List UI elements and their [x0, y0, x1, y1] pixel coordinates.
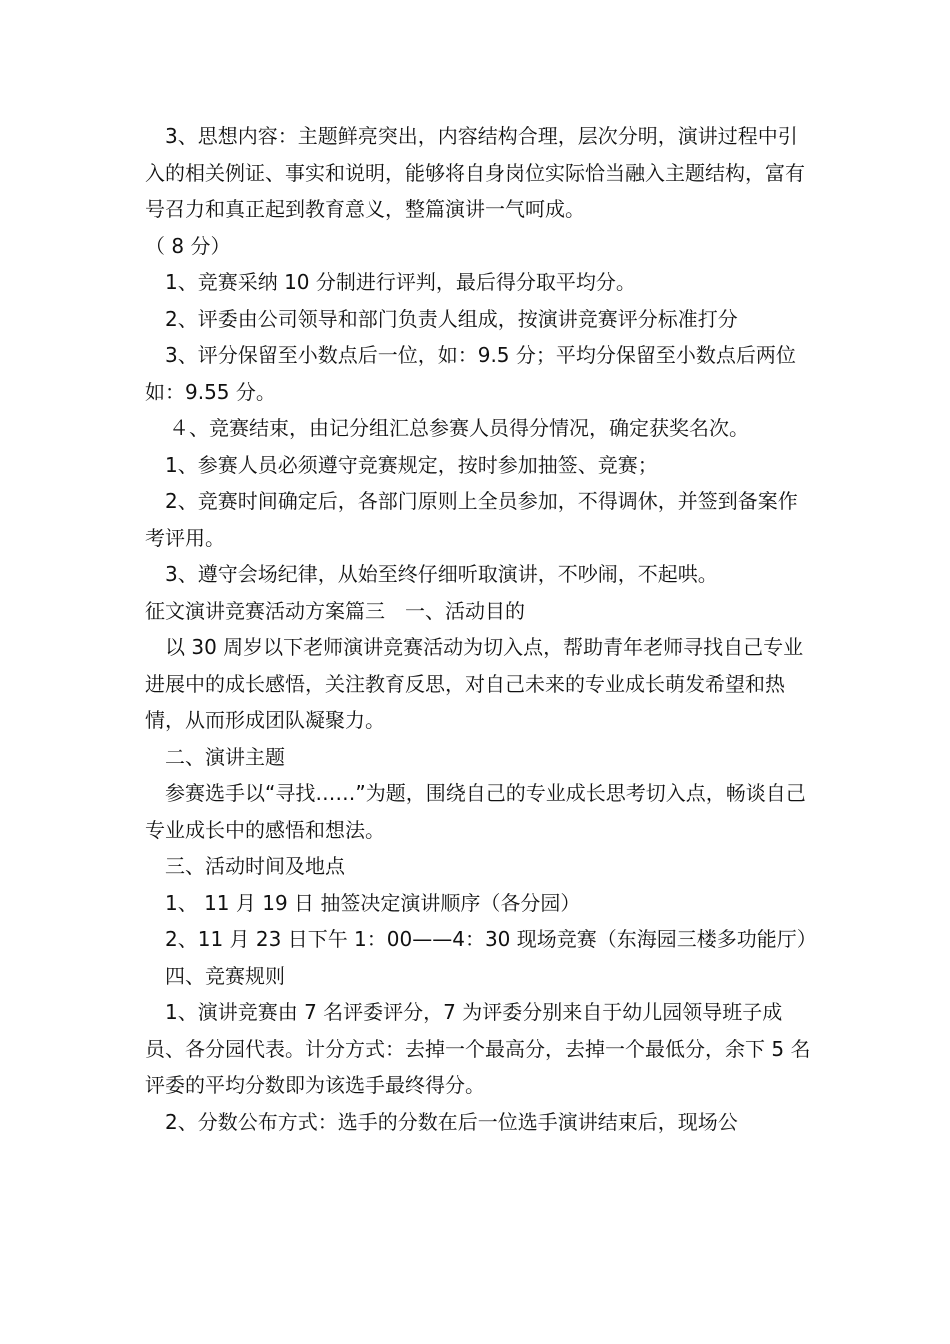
- paragraph-rule-4: ４、竞赛结束，由记分组汇总参赛人员得分情况，确定获奖名次。: [169, 416, 749, 440]
- paragraph-discipline-3: 3、遵守会场纪律，从始至终仔细听取演讲，不吵闹，不起哄。: [165, 562, 718, 586]
- paragraph-rule-1: 1、竞赛采纳 10 分制进行评判，最后得分取平均分。: [165, 270, 636, 294]
- heading-time-location: 三、活动时间及地点: [165, 854, 345, 878]
- heading-speech-theme: 二、演讲主题: [165, 744, 285, 769]
- paragraph-discipline-1: 1、参赛人员必须遵守竞赛规定，按时参加抽签、竞赛；: [165, 452, 658, 477]
- paragraph-speech-theme: 参赛选手以“寻找……”为题，围绕自己的专业成长思考切入点，畅谈自己专业成长中的感悟和想法。: [145, 781, 806, 842]
- paragraph-content-criteria: 3、思想内容：主题鲜亮突出，内容结构合理，层次分明，演讲过程中引入的相关例证、事实和说明，能够将自身岗位实际恰当融入主题结构，富有号召力和真正起到教育意义，整篇演讲一气呵成。: [145, 124, 805, 221]
- paragraph-schedule-1: 1、 11 月 19 日 抽签决定演讲顺序（各分园）: [165, 890, 581, 915]
- paragraph-judging-rule: 1、演讲竞赛由 7 名评委评分，7 为评委分别来自于幼儿园领导班子成员、各分园代表。计分方式：去掉一个最高分，去掉一个最低分，余下 5 名评委的平均分数即为该选手最终得分。: [145, 1000, 811, 1097]
- heading-competition-rules: 四、竞赛规则: [165, 963, 285, 988]
- document-body: [145, 118, 815, 1140]
- paragraph-discipline-2: 2、竞赛时间确定后，各部门原则上全员参加，不得调休，并签到备案作考评用。: [145, 489, 798, 550]
- paragraph-activity-purpose: 以 30 周岁以下老师演讲竞赛活动为切入点，帮助青年老师寻找自己专业进展中的成长感悟，关注教育反思，对自己未来的专业成长萌发希望和热情，从而形成团队凝聚力。: [145, 635, 804, 732]
- paragraph-rule-2: 2、评委由公司领导和部门负责人组成，按演讲竞赛评分标准打分: [165, 306, 738, 331]
- paragraph-score-announcement: 2、分数公布方式：选手的分数在后一位选手演讲结束后，现场公: [165, 1109, 738, 1134]
- paragraph-score-note: （ 8 分）: [145, 233, 231, 258]
- section-heading-plan-3: 征文演讲竞赛活动方案篇三 一、活动目的: [145, 598, 525, 623]
- paragraph-schedule-2: 2、11 月 23 日下午 1：00——4：30 现场竞赛（东海园三楼多功能厅）: [165, 927, 817, 951]
- paragraph-rule-3: 3、评分保留至小数点后一位，如：9.5 分；平均分保留至小数点后两位如：9.55 分。: [145, 343, 796, 404]
